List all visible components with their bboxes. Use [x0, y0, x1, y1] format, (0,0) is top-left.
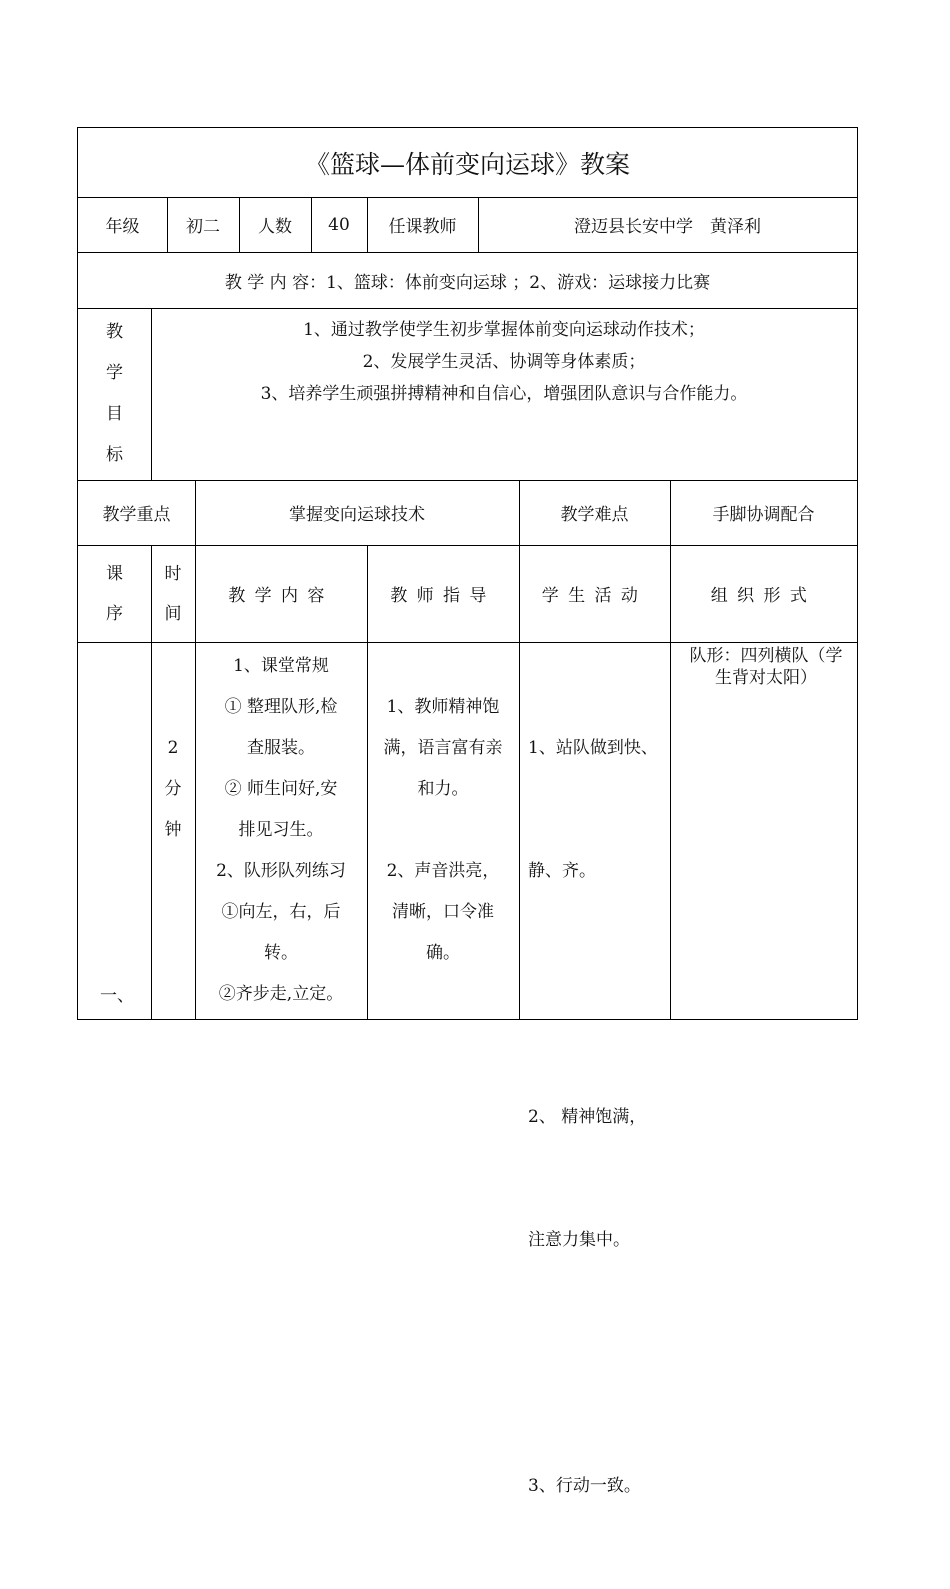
section-sequence-text: 一、: [100, 986, 134, 1006]
content-line: ② 师生问好,安: [224, 779, 338, 799]
header-char: 序: [106, 603, 123, 624]
difficulty-label: 教学难点: [560, 505, 629, 525]
guidance-line: [367, 810, 519, 851]
objectives-label-char: 目: [106, 404, 123, 424]
activity-line: 注意力集中。: [528, 1230, 630, 1250]
lesson-plan-table: [77, 127, 858, 1496]
content-line: 1、课堂常规: [233, 656, 329, 676]
content-line: 查服装。: [247, 738, 315, 758]
teacher-label: 任课教师: [388, 217, 457, 237]
objective-item: 2、发展学生灵活、协调等身体素质；: [362, 352, 646, 372]
header-time: [151, 545, 195, 642]
activity-line: 3、行动一致。: [528, 1476, 641, 1496]
header-char: 课: [106, 563, 123, 584]
time-char: 2: [167, 738, 179, 758]
time-char: 钟: [164, 820, 182, 840]
objectives-label-char: 学: [106, 363, 123, 383]
organization-line: 生背对太阳）: [715, 668, 817, 688]
header-guidance: 教师指导: [390, 586, 496, 606]
objective-item: 1、通过教学使学生初步掌握体前变向运球动作技术；: [303, 320, 705, 340]
time-char: 分: [164, 779, 182, 799]
page-title: 《篮球—体前变向运球》教案: [304, 149, 630, 179]
header-activity: 学生活动: [541, 586, 648, 606]
count-label: 人数: [258, 217, 292, 237]
header-organization: 组织形式: [710, 586, 817, 606]
key-point-value: 掌握变向运球技术: [289, 505, 425, 525]
activity-line: 2、 精神饱满，: [528, 1107, 647, 1127]
grade-label: 年级: [105, 217, 140, 237]
section-activity: [528, 646, 670, 1589]
header-char: 时: [164, 563, 182, 584]
guidance-line: [367, 646, 519, 687]
guidance-line: 和力。: [417, 779, 469, 799]
lesson-content: 教 学 内 容：1、篮球：体前变向运球 ；2、游戏：运球接力比赛: [224, 272, 711, 293]
activity-line: 静、齐。: [528, 861, 596, 881]
section-sequence: [100, 976, 150, 1017]
activity-line: [528, 974, 670, 1015]
objectives-label-char: 标: [106, 445, 123, 465]
header-sequence: [78, 545, 151, 642]
organization-line: 队形：四列横队（学: [689, 646, 843, 666]
section-guidance: [367, 646, 519, 974]
guidance-line: 清晰，口令准: [392, 902, 494, 922]
guidance-line: 1、教师精神饱: [386, 697, 500, 717]
guidance-line: 确。: [426, 943, 460, 963]
content-line: ① 整理队形,检: [224, 697, 338, 717]
section-organization: [676, 645, 856, 689]
header-content: 教学内容: [228, 586, 334, 606]
content-line: 排见习生。: [238, 820, 324, 840]
activity-line: 1、站队做到快、: [528, 738, 658, 758]
content-line: 2、队形队列练习: [216, 861, 346, 881]
content-line: ②齐步走,立定。: [218, 984, 344, 1004]
section-content: [195, 646, 367, 1015]
teacher-value: 澄迈县长安中学 黄泽利: [574, 217, 761, 237]
content-line: ①向左，右，后: [221, 902, 341, 922]
count-value: 40: [328, 214, 350, 235]
section-time: [151, 728, 195, 851]
key-point-label: 教学重点: [102, 505, 171, 525]
objectives-list: [151, 314, 857, 410]
objectives-label-char: 教: [106, 322, 123, 342]
content-line: 转。: [264, 943, 298, 963]
guidance-line: 2、声音洪亮，: [386, 861, 500, 881]
difficulty-value: 手脚协调配合: [712, 505, 815, 525]
objective-item: 3、培养学生顽强拼搏精神和自信心，增强团队意识与合作能力。: [260, 384, 748, 404]
guidance-line: 满，语言富有亲: [383, 738, 503, 758]
header-char: 间: [164, 603, 182, 624]
activity-line: [528, 1343, 670, 1384]
objectives-label: [78, 308, 151, 480]
row-divider: [78, 308, 857, 309]
grade-value: 初二: [186, 217, 220, 237]
